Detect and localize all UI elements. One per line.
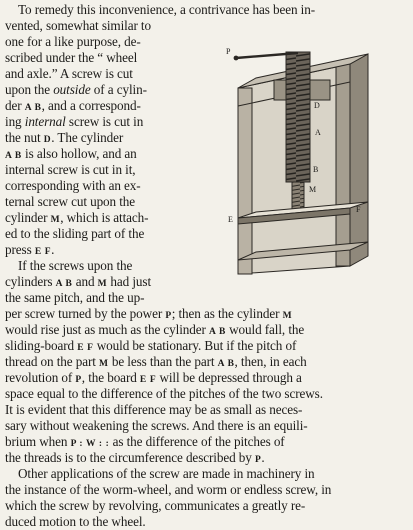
paragraph-1-line-14: cylinder M, which is attach- [5,210,149,225]
screw-press-illustration [216,32,408,280]
paragraph-1-line-3: one for a like purpose, de- [5,34,141,49]
paragraph-1-line-16: press E F. [5,242,55,257]
paragraph-1-line-6: upon the outside of a cylin- [5,82,147,97]
paragraph-3-line-1: Other applications of the screw are made in machinery in [18,466,315,481]
paragraph-1-line-1: To remedy this inconvenience, a contrivance has been in- [18,2,316,17]
paragraph-1-line-15: ed to the sliding part of the [5,226,145,241]
paragraph-2-line-6: sliding-board E F would be stationary. But if the pitch of [5,338,297,353]
paragraph-2-line-5: would rise just as much as the cylinder A B would fall, the [5,322,305,337]
paragraph-2-line-1: If the screws upon the [18,258,133,273]
paragraph-3-line-2: the instance of the worm-wheel, and worm or endless screw, in [5,482,332,497]
label-p: P [226,47,231,56]
paragraph-2-line-11: sary without weakening the screws. And there is an equili- [5,418,308,433]
paragraph-1-line-10: A B is also hollow, and an [5,146,137,161]
label-b: B [313,165,319,174]
label-e: E [228,215,233,224]
paragraph-1-line-4: scribed under the “ wheel [5,50,138,65]
paragraph-1-line-5: and axle.” A screw is cut [5,66,133,81]
paragraph-2-line-3: the same pitch, and the up- [5,290,145,305]
paragraph-2-line-8: revolution of P, the board E F will be depressed through a [5,370,302,385]
paragraph-1-line-7: der A B, and a correspond- [5,98,141,113]
label-d: D [314,101,320,110]
cylinder-ab [286,52,310,182]
label-f: F [356,205,361,214]
paragraph-1-line-2: vented, somewhat similar to [5,18,151,33]
paragraph-2-line-9: space equal to the difference of the pitches of the two screws. [5,386,323,401]
paragraph-2-line-7: thread on the part M be less than the part A B, then, in each [5,354,307,369]
paragraph-2-line-2: cylinders A B and M had just [5,274,152,289]
paragraph-2-line-13: the threads is to the circumference described by P. [5,450,265,465]
paragraph-1-line-13: ternal screw cut upon the [5,194,136,209]
paragraph-2-line-4: per screw turned by the power P; then as the cylinder M [5,306,293,321]
paragraph-2-line-10: It is evident that this difference may be as small as neces- [5,402,303,417]
paragraph-1-line-12: corresponding with an ex- [5,178,141,193]
paragraph-1-line-11: internal screw is cut in it, [5,162,136,177]
paragraph-2-line-12: brium when P : W : : as the difference of the pitches of [5,434,285,449]
paragraph-1-line-8: ing internal screw is cut in [5,114,144,129]
paragraph-3-line-4: duced motion to the wheel. [5,514,146,529]
label-a: A [315,128,321,137]
paragraph-3-line-3: which the screw by revolving, communicates a greatly re- [5,498,306,513]
paragraph-1-line-9: the nut D. The cylinder [5,130,124,145]
label-m: M [309,185,317,194]
